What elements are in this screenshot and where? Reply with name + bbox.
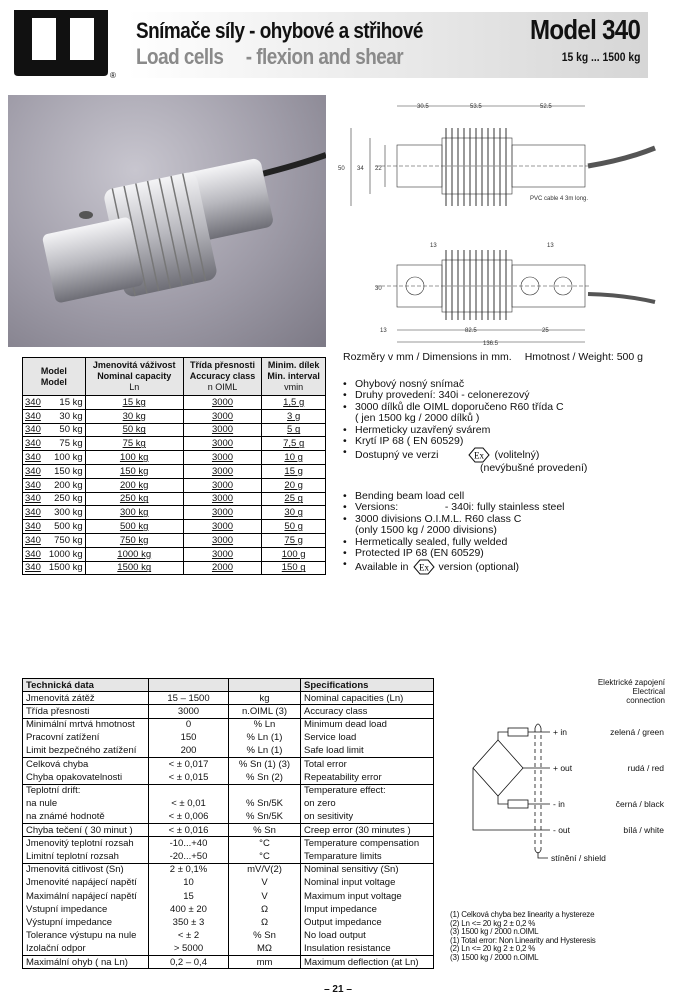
table-cell: Maximum deflection (at Ln) — [301, 955, 434, 968]
table-row — [23, 396, 326, 410]
table-row — [23, 464, 326, 478]
table-cell: 3000 — [183, 478, 262, 492]
table-cell: na známé hodnotě — [23, 810, 149, 823]
dimensions-note: Rozměry v mm / Dimensions in mm. Hmotnost / Weight: 500 g — [343, 351, 643, 363]
spec-row — [23, 955, 434, 968]
table-cell: 15 g — [262, 464, 326, 478]
table-cell: 3000 — [183, 464, 262, 478]
table-cell: mm — [229, 955, 301, 968]
table-cell: < ± 0,016 — [149, 824, 229, 837]
table-cell: 3000 — [183, 492, 262, 506]
table-cell: Temperature effect: — [301, 784, 434, 797]
page-number: – 21 – — [324, 984, 352, 995]
table-cell: Service load — [301, 731, 434, 744]
table-row — [23, 478, 326, 492]
table-cell: < ± 0,015 — [149, 771, 229, 784]
table-cell: 150 — [149, 731, 229, 744]
column-header: Model Model — [23, 358, 86, 396]
table-cell: 30 g — [262, 506, 326, 520]
table-cell: Creep error (30 minutes ) — [301, 824, 434, 837]
spec-row — [23, 692, 434, 705]
spec-row — [23, 758, 434, 771]
model-title: Model 340 — [529, 14, 640, 45]
table-cell: Tolerance výstupu na nule — [23, 929, 149, 942]
table-cell: 500 kg — [85, 520, 183, 534]
table-cell: on sesitivity — [301, 810, 434, 823]
table-cell: Celková chyba — [23, 758, 149, 771]
table-cell: % Sn/5K — [229, 810, 301, 823]
spec-row — [23, 916, 434, 929]
table-cell: 10 — [149, 876, 229, 889]
spec-row — [23, 810, 434, 823]
table-cell: 1500 kg — [85, 561, 183, 575]
table-cell: °C — [229, 850, 301, 863]
table-cell: 750 kg — [85, 533, 183, 547]
table-cell: Maximum input voltage — [301, 890, 434, 903]
table-cell: Pracovní zatížení — [23, 731, 149, 744]
table-cell: 3000 — [183, 547, 262, 561]
svg-text:34: 34 — [357, 166, 364, 172]
spec-row — [23, 784, 434, 797]
table-cell: 7,5 g — [262, 437, 326, 451]
table-cell: Ω — [229, 903, 301, 916]
spec-row — [23, 850, 434, 863]
spec-row — [23, 863, 434, 876]
svg-text:30.5: 30.5 — [417, 104, 429, 110]
table-cell: < ± 2 — [149, 929, 229, 942]
spec-row — [23, 929, 434, 942]
table-cell: mV/V(2) — [229, 863, 301, 876]
table-cell: Technická data — [23, 679, 149, 692]
spec-row — [23, 718, 434, 731]
spec-row — [23, 837, 434, 850]
table-cell: 200 — [149, 744, 229, 757]
table-cell: Limitní teplotní rozsah — [23, 850, 149, 863]
table-row — [23, 506, 326, 520]
table-cell: Repeatability error — [301, 771, 434, 784]
model-cell: 340 30 kg — [23, 409, 86, 423]
column-header: Jmenovitá váživost Nominal capacity Ln — [85, 358, 183, 396]
spec-row — [23, 876, 434, 889]
table-cell: 3000 — [183, 533, 262, 547]
table-cell: Insulation resistance — [301, 942, 434, 955]
model-cell: 340 15 kg — [23, 396, 86, 410]
model-cell: 340 300 kg — [23, 506, 86, 520]
table-cell: 5 g — [262, 423, 326, 437]
svg-text:25: 25 — [542, 328, 549, 334]
table-cell: kg — [229, 692, 301, 705]
table-cell: Nominal input voltage — [301, 876, 434, 889]
svg-text:rudá / red: rudá / red — [627, 763, 664, 773]
table-cell: % Sn — [229, 929, 301, 942]
svg-text:stínění / shield: stínění / shield — [551, 853, 606, 863]
table-cell — [229, 679, 301, 692]
spec-row — [23, 903, 434, 916]
model-cell: 340 500 kg — [23, 520, 86, 534]
table-cell: 3000 — [183, 506, 262, 520]
spec-row — [23, 942, 434, 955]
table-cell — [149, 679, 229, 692]
table-cell: Minimální mrtvá hmotnost — [23, 718, 149, 731]
table-cell: na nule — [23, 797, 149, 810]
side-view — [375, 243, 655, 347]
table-cell: % Sn/5K — [229, 797, 301, 810]
table-cell: % Sn — [229, 824, 301, 837]
ex-explosion-proof-icon — [468, 447, 490, 463]
table-cell: V — [229, 876, 301, 889]
table-cell: 0 — [149, 718, 229, 731]
svg-text:82.5: 82.5 — [465, 328, 477, 334]
model-table — [22, 357, 326, 575]
table-cell: Vstupní impedance — [23, 903, 149, 916]
title-czech: Snímače síly - ohybové a střihové — [136, 18, 423, 43]
features-english: • Bending beam load cell • Versions: - 340i: fully stainless steel • 3000 divisions O.I.M.L. R60 class C (only 1500 kg / 2000 divisions) • Hermetically sealed, fully welded • Protected IP 68 (EN 60529) • Available in Ex version (optional) — [343, 491, 663, 575]
table-cell: % Sn (2) — [229, 771, 301, 784]
table-cell: 3000 — [183, 396, 262, 410]
svg-text:53.5: 53.5 — [470, 104, 482, 110]
table-cell: Nominal sensitivy (Sn) — [301, 863, 434, 876]
svg-text:Ex: Ex — [474, 450, 485, 461]
footnotes: (1) Celková chyba bez linearity a hystereze (2) Ln <= 20 kg 2 ± 0,2 % (3) 1500 kg / 2000 n.OIML (1) Total error: Non Linearity and Hysteresis (2) Ln <= 20 kg 2 ± 0,2 % (3) 1500 kg / 2000 n.OIML — [450, 910, 596, 962]
spec-row — [23, 744, 434, 757]
svg-text:černá / black: černá / black — [615, 799, 664, 809]
table-cell: on zero — [301, 797, 434, 810]
table-cell: 150 g — [262, 561, 326, 575]
table-cell: 25 g — [262, 492, 326, 506]
svg-text:13: 13 — [547, 243, 554, 249]
table-cell: 250 kg — [85, 492, 183, 506]
table-cell: 3000 — [183, 423, 262, 437]
model-cell: 340 100 kg — [23, 451, 86, 465]
svg-text:Ex: Ex — [418, 562, 429, 573]
svg-text:13: 13 — [430, 243, 437, 249]
table-cell: No load output — [301, 929, 434, 942]
table-cell: % Ln (1) — [229, 744, 301, 757]
header-banner — [128, 12, 648, 78]
model-cell: 340 1000 kg — [23, 547, 86, 561]
table-cell: 400 ± 20 — [149, 903, 229, 916]
table-row — [23, 423, 326, 437]
table-cell: 75 g — [262, 533, 326, 547]
table-row — [23, 492, 326, 506]
spec-row — [23, 824, 434, 837]
table-cell: < ± 0,017 — [149, 758, 229, 771]
table-row — [23, 520, 326, 534]
table-cell: Jmenovitá citlivost (Sn) — [23, 863, 149, 876]
table-cell: < ± 0,006 — [149, 810, 229, 823]
table-cell: Minimum dead load — [301, 718, 434, 731]
table-row — [23, 451, 326, 465]
table-cell: Teplotní drift: — [23, 784, 149, 797]
table-cell: Maximální ohyb ( na Ln) — [23, 955, 149, 968]
table-cell — [229, 784, 301, 797]
table-cell: Jmenovitý teplotní rozsah — [23, 837, 149, 850]
table-cell: Nominal capacities (Ln) — [301, 692, 434, 705]
model-cell: 340 200 kg — [23, 478, 86, 492]
table-cell: Výstupní impedance — [23, 916, 149, 929]
table-cell: 3 g — [262, 409, 326, 423]
table-cell: < ± 0,01 — [149, 797, 229, 810]
table-cell: 15 kg — [85, 396, 183, 410]
electrical-connection-diagram — [440, 670, 676, 870]
table-cell: 15 – 1500 — [149, 692, 229, 705]
table-cell: % Ln (1) — [229, 731, 301, 744]
table-cell: Jmenovité napájecí napětí — [23, 876, 149, 889]
svg-text:52.5: 52.5 — [540, 104, 552, 110]
features-czech: • Ohybový nosný snímač • Druhy provedení: 340i - celonerezový • 3000 dílků dle OIML doporučeno R60 třída C ( jen 1500 kg / 2000 dílků ) • Hermeticky uzavřený svárem • Krytí IP 68 ( EN 60529) • Dostupný ve verzi Ex (volitelný) (nevýbušné provedení) — [343, 379, 663, 475]
dimension-drawing — [335, 90, 657, 352]
table-cell: 300 kg — [85, 506, 183, 520]
model-cell: 340 50 kg — [23, 423, 86, 437]
table-cell: V — [229, 890, 301, 903]
svg-text:PVC cable 4 3m long.: PVC cable 4 3m long. — [530, 196, 589, 202]
table-cell: MΩ — [229, 942, 301, 955]
table-cell — [149, 784, 229, 797]
table-cell: 100 kg — [85, 451, 183, 465]
title-english: Load cells - flexion and shear — [136, 44, 404, 69]
table-cell: 0,2 – 0,4 — [149, 955, 229, 968]
table-cell: °C — [229, 837, 301, 850]
svg-text:zelená / green: zelená / green — [610, 727, 664, 737]
table-cell: % Sn (1) (3) — [229, 758, 301, 771]
table-row — [23, 547, 326, 561]
table-cell: Accuracy class — [301, 705, 434, 718]
table-cell: 3000 — [183, 437, 262, 451]
svg-text:50: 50 — [338, 166, 345, 172]
svg-text:+ in: + in — [553, 727, 567, 737]
table-cell: Specifications — [301, 679, 434, 692]
svg-text:- in: - in — [553, 799, 565, 809]
svg-text:13: 13 — [380, 328, 387, 334]
ex-explosion-proof-icon — [413, 559, 435, 575]
spec-row — [23, 890, 434, 903]
spec-row — [23, 679, 434, 692]
table-cell: Izolační odpor — [23, 942, 149, 955]
table-cell: > 5000 — [149, 942, 229, 955]
spec-row — [23, 797, 434, 810]
table-cell: Chyba opakovatelnosti — [23, 771, 149, 784]
table-row — [23, 409, 326, 423]
table-cell: -20...+50 — [149, 850, 229, 863]
svg-text:30: 30 — [375, 286, 382, 292]
model-cell: 340 150 kg — [23, 464, 86, 478]
table-cell: Total error — [301, 758, 434, 771]
table-cell: 350 ± 3 — [149, 916, 229, 929]
table-cell: Chyba tečení ( 30 minut ) — [23, 824, 149, 837]
top-view — [338, 104, 655, 206]
table-cell: 2 ± 0,1% — [149, 863, 229, 876]
svg-text:- out: - out — [553, 825, 571, 835]
table-cell: Ω — [229, 916, 301, 929]
column-header: Třída přesnosti Accuracy class n OIML — [183, 358, 262, 396]
table-row — [23, 561, 326, 575]
table-cell: 100 g — [262, 547, 326, 561]
table-cell: 150 kg — [85, 464, 183, 478]
table-cell: 30 kg — [85, 409, 183, 423]
table-row — [23, 533, 326, 547]
spec-row — [23, 705, 434, 718]
table-cell: 50 g — [262, 520, 326, 534]
table-cell: Jmenovitá zátěž — [23, 692, 149, 705]
capacity-range: 15 kg ... 1500 kg — [561, 50, 640, 64]
table-cell: 3000 — [183, 520, 262, 534]
table-cell: n.OIML (3) — [229, 705, 301, 718]
table-cell: 2000 — [183, 561, 262, 575]
svg-text:®: ® — [110, 71, 116, 80]
table-cell: Output impedance — [301, 916, 434, 929]
table-cell: Limit bezpečného zatížení — [23, 744, 149, 757]
model-cell: 340 75 kg — [23, 437, 86, 451]
table-cell: % Ln — [229, 718, 301, 731]
table-cell: Temparature limits — [301, 850, 434, 863]
table-cell: Safe load limit — [301, 744, 434, 757]
table-cell: 20 g — [262, 478, 326, 492]
spec-row — [23, 771, 434, 784]
svg-text:136.5: 136.5 — [483, 341, 499, 347]
svg-text:bílá / white: bílá / white — [623, 825, 664, 835]
spec-row — [23, 731, 434, 744]
svg-text:+ out: + out — [553, 763, 573, 773]
table-cell: -10...+40 — [149, 837, 229, 850]
table-cell: 1000 kg — [85, 547, 183, 561]
table-cell: Temperature compensation — [301, 837, 434, 850]
table-cell: Maximální napájecí napětí — [23, 890, 149, 903]
model-cell: 340 250 kg — [23, 492, 86, 506]
table-cell: 1,5 g — [262, 396, 326, 410]
table-cell: 75 kg — [85, 437, 183, 451]
product-photo — [8, 95, 326, 347]
svg-text:22: 22 — [375, 166, 382, 172]
table-cell: Imput impedance — [301, 903, 434, 916]
table-cell: 3000 — [149, 705, 229, 718]
model-cell: 340 1500 kg — [23, 561, 86, 575]
table-cell: 10 g — [262, 451, 326, 465]
table-row — [23, 437, 326, 451]
column-header: Minim. dílek Min. interval vmin — [262, 358, 326, 396]
table-cell: 50 kg — [85, 423, 183, 437]
table-cell: 3000 — [183, 451, 262, 465]
electrical-title: Elektrické zapojení Electrical connection — [597, 678, 665, 705]
table-cell: 3000 — [183, 409, 262, 423]
model-cell: 340 750 kg — [23, 533, 86, 547]
technical-data-table — [22, 678, 434, 969]
table-cell: 200 kg — [85, 478, 183, 492]
table-cell: 15 — [149, 890, 229, 903]
utilcell-logo — [10, 8, 120, 80]
table-cell: Třída přesnosti — [23, 705, 149, 718]
